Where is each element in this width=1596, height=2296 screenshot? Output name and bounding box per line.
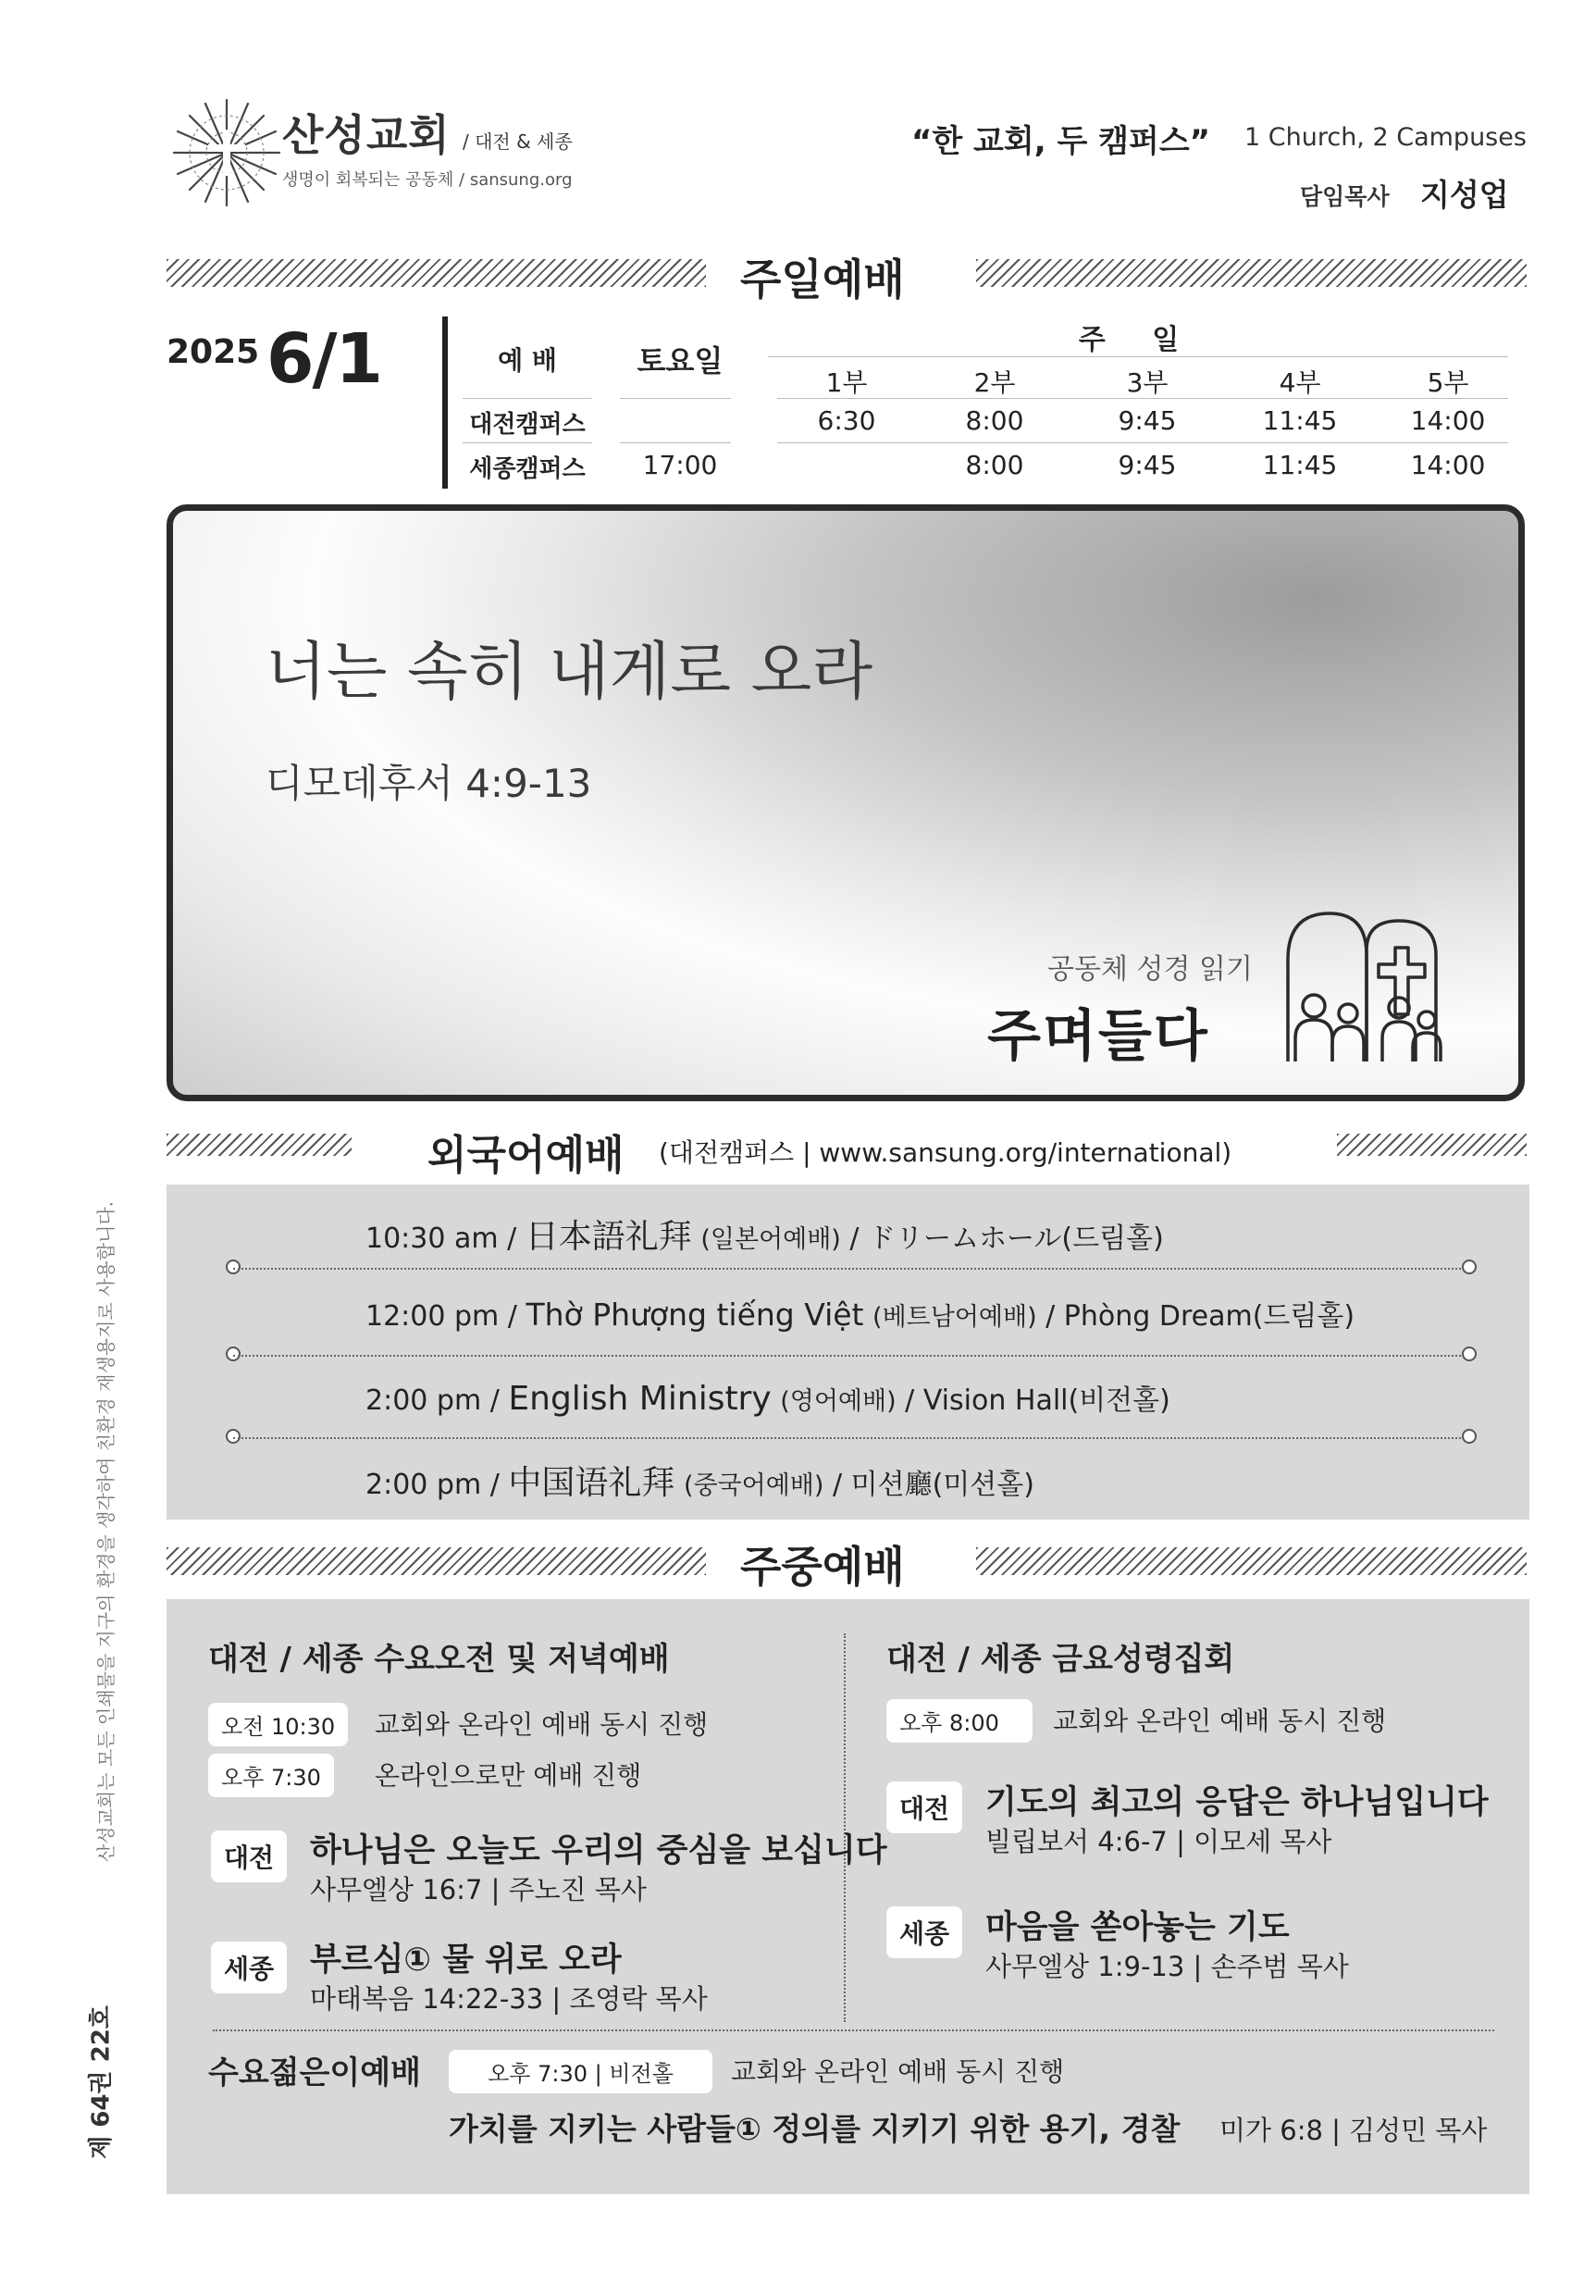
time-sejong-2: 8:00 (965, 450, 1024, 480)
service-time: 10:30 am / (365, 1222, 517, 1255)
section-divider (976, 1547, 1527, 1575)
ring-marker (226, 1347, 241, 1361)
section-title-foreign: 외국어예배 (427, 1132, 625, 1179)
youth-sermon-title: 가치를 지키는 사람들① 정의를 지키기 위한 용기, 경찰 (449, 2111, 1181, 2147)
ring-marker (1462, 1260, 1477, 1274)
service-language: (영어예배) (780, 1387, 897, 1416)
row-rule (463, 442, 592, 443)
campus-badge-sejong: 세종 (211, 1942, 287, 1993)
sunday-label: 주 일 (1078, 324, 1198, 356)
service-name: English Ministry (508, 1380, 772, 1418)
friday-desc: 교회와 온라인 예배 동시 진행 (1053, 1706, 1387, 1736)
sermon-title: 너는 속히 내게로 오라 (266, 636, 873, 709)
part-1: 1부 (825, 367, 868, 398)
wednesday-sermon-ref-daejeon: 사무엘상 16:7 | 주노진 목사 (310, 1874, 647, 1905)
pastor-title: 담임목사 (1300, 183, 1390, 210)
friday-sermon-title-daejeon: 기도의 최고의 응답은 하나님입니다 (985, 1784, 1489, 1821)
campus-sejong: 세종캠퍼스 (469, 455, 586, 483)
section-divider (1337, 1134, 1527, 1156)
row-rule (463, 398, 592, 399)
campus-badge-daejeon: 대전 (211, 1831, 287, 1882)
part-2: 2부 (973, 367, 1016, 398)
service-name: 日本語礼拜 (525, 1218, 692, 1256)
dotted-divider (233, 1437, 1468, 1439)
row-rule (777, 398, 1508, 399)
time-daejeon-5: 14:00 (1410, 405, 1486, 436)
campus-badge-daejeon: 대전 (886, 1781, 962, 1833)
eco-notice-text: 산성교회는 모든 인쇄물을 지구의 환경을 생각하여 친환경 재생용지로 사용합니다. (94, 1200, 118, 1863)
service-year: 2025 (167, 333, 260, 371)
campus-daejeon: 대전캠퍼스 (469, 411, 586, 439)
time-sejong-4: 11:45 (1262, 450, 1338, 480)
issue-number-text: 제 64권 22호 (87, 2005, 116, 2159)
program-subtitle: 공동체 성경 읽기 (1047, 953, 1253, 986)
service-language: (중국어예배) (683, 1471, 824, 1500)
section-divider (167, 259, 706, 287)
ring-marker (1462, 1347, 1477, 1361)
wednesday-time-pm: 오후 7:30 (208, 1754, 334, 1797)
foreign-service-vietnamese (365, 1293, 1355, 1334)
row-divider (213, 2029, 1494, 2031)
section-title-weekday: 주중예배 (740, 1542, 905, 1592)
foreign-service-japanese (365, 1210, 1164, 1258)
foreign-service-chinese (365, 1457, 1034, 1504)
service-language: (베트남어예배) (872, 1303, 1037, 1332)
service-language: (일본어예배) (700, 1225, 841, 1254)
saturday-time-sejong: 17:00 (642, 450, 718, 480)
wednesday-time-am: 오전 10:30 (208, 1703, 348, 1746)
ring-marker (226, 1429, 241, 1444)
wednesday-sermon-title-daejeon: 하나님은 오늘도 우리의 중심을 보십니다 (310, 1832, 887, 1869)
time-daejeon-4: 11:45 (1262, 405, 1338, 436)
part-4: 4부 (1279, 367, 1321, 398)
friday-heading: 대전 / 세종 금요성령집회 (886, 1641, 1235, 1678)
campus-badge-sejong: 세종 (886, 1906, 962, 1958)
time-daejeon-1: 6:30 (817, 405, 876, 436)
sermon-panel (167, 504, 1525, 1101)
ring-marker (1462, 1429, 1477, 1444)
youth-sermon-ref: 미가 6:8 | 김성민 목사 (1219, 2115, 1488, 2146)
church-slogan: 생명이 회복되는 공동체 / sansung.org (282, 170, 573, 190)
foreign-note: (대전캠퍼스 | www.sansung.org/international) (659, 1137, 1232, 1168)
pastor-name: 지성업 (1420, 177, 1509, 213)
congregation-icon (1279, 904, 1450, 1071)
eco-notice (89, 1138, 120, 1925)
youth-time-place: 오후 7:30 | 비전홀 (449, 2050, 712, 2093)
service-place: / 미션廳(미션홀) (832, 1469, 1034, 1501)
time-daejeon-3: 9:45 (1118, 405, 1177, 436)
church-name: 산성교회 (282, 110, 451, 160)
wednesday-sermon-ref-sejong: 마태복음 14:22-33 | 조영락 목사 (310, 1983, 708, 2015)
sermon-reference: 디모데후서 4:9-13 (266, 761, 592, 806)
issue-number (78, 2005, 120, 2159)
program-title: 주며들다 (987, 1004, 1209, 1069)
church-logo-icon (167, 93, 287, 213)
wednesday-sermon-title-sejong: 부르심① 물 위로 오라 (310, 1942, 622, 1979)
wednesday-desc-pm: 온라인으로만 예배 진행 (375, 1760, 642, 1791)
friday-sermon-title-sejong: 마음을 쏟아놓는 기도 (985, 1909, 1290, 1946)
row-rule (777, 442, 1508, 443)
row-rule (620, 398, 731, 399)
ring-marker (226, 1260, 241, 1274)
church-campuses: / 대전 & 세종 (463, 130, 573, 153)
time-sejong-5: 14:00 (1410, 450, 1486, 480)
section-divider (167, 1547, 706, 1575)
time-sejong-3: 9:45 (1118, 450, 1177, 480)
youth-heading: 수요젊은이예배 (208, 2054, 421, 2091)
service-date: 6/1 (266, 319, 382, 399)
part-3: 3부 (1126, 367, 1169, 398)
foreign-service-english (365, 1377, 1170, 1418)
saturday-label: 토요일 (637, 343, 724, 379)
motto-english: 1 Church, 2 Campuses (1244, 123, 1527, 152)
friday-sermon-ref-sejong: 사무엘상 1:9-13 | 손주범 목사 (985, 1951, 1349, 1982)
motto: “한 교회, 두 캠퍼스” (911, 123, 1211, 160)
schedule-divider (442, 316, 448, 489)
service-name: 中国语礼拜 (508, 1464, 675, 1502)
service-time: 2:00 pm / (365, 1469, 500, 1501)
wednesday-desc-am: 교회와 온라인 예배 동시 진행 (375, 1709, 709, 1740)
row-rule (620, 442, 731, 443)
friday-time: 오후 8:00 (886, 1699, 1033, 1743)
section-divider (167, 1134, 352, 1156)
section-divider (976, 259, 1527, 287)
service-place: / Phòng Dream(드림홀) (1045, 1300, 1355, 1333)
service-place: / ドリームホール(드림홀) (849, 1222, 1164, 1255)
part-5: 5부 (1427, 367, 1469, 398)
service-time: 12:00 pm / (365, 1300, 517, 1333)
youth-desc: 교회와 온라인 예배 동시 진행 (731, 2056, 1065, 2087)
schedule-row-header: 예 배 (498, 345, 557, 376)
section-title-sunday: 주일예배 (740, 254, 905, 304)
header-rule (768, 356, 1508, 357)
dotted-divider (233, 1268, 1468, 1270)
time-daejeon-2: 8:00 (965, 405, 1024, 436)
dotted-divider (233, 1355, 1468, 1357)
service-time: 2:00 pm / (365, 1384, 500, 1417)
friday-sermon-ref-daejeon: 빌립보서 4:6-7 | 이모세 목사 (985, 1826, 1332, 1857)
service-name: Thờ Phượng tiếng Việt (526, 1297, 864, 1333)
wednesday-heading: 대전 / 세종 수요오전 및 저녁예배 (208, 1641, 670, 1678)
service-place: / Vision Hall(비전홀) (905, 1384, 1170, 1417)
